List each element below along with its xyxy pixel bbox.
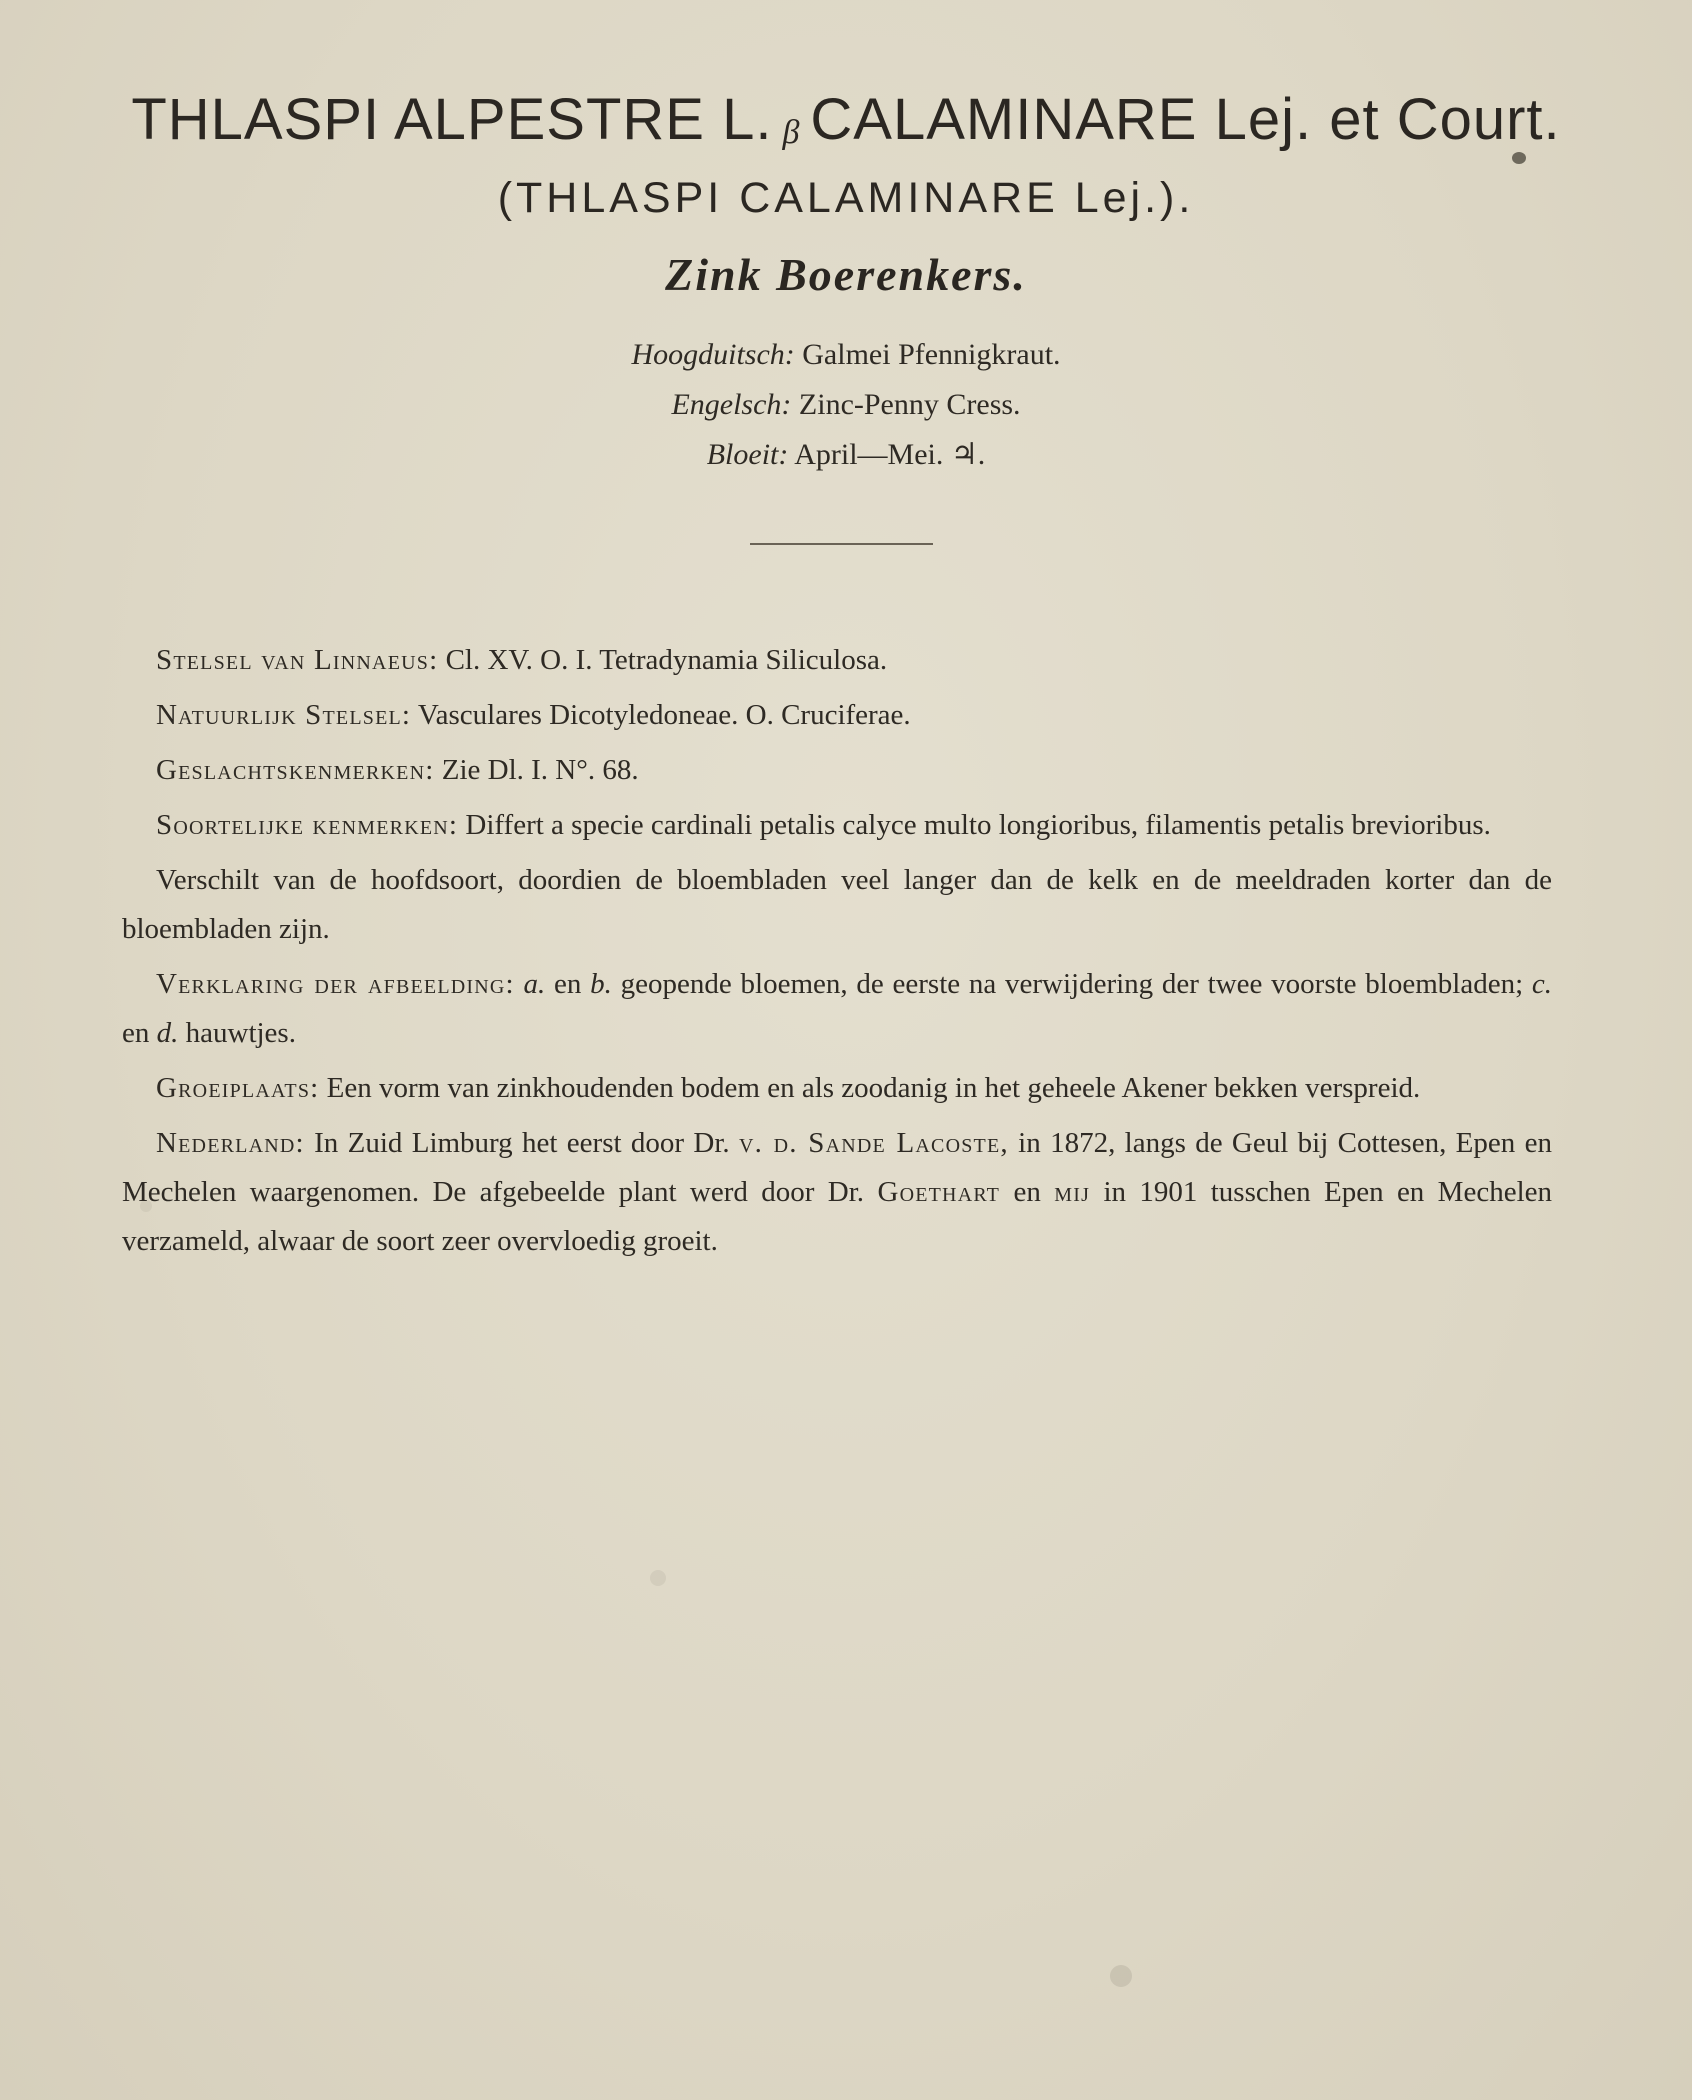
netherlands-label: Nederland:: [156, 1127, 305, 1159]
netherlands-text-3: en: [1013, 1176, 1041, 1208]
vernacular-names: [0, 330, 1692, 480]
paper-speck: [140, 1200, 152, 1212]
bloom-row: [0, 430, 1692, 480]
linnaeus-paragraph: [122, 636, 1552, 685]
species-text: Differt a specie cardinali petalis calyce multo longioribus, filamentis petalis brevioribus.: [465, 809, 1491, 841]
natural-system-paragraph: [122, 691, 1552, 740]
figure-conj-1: en: [554, 968, 582, 1000]
habitat-paragraph: [122, 1064, 1552, 1113]
natural-system-text: Vasculares Dicotyledoneae. O. Cruciferae.: [417, 699, 911, 731]
german-value: Galmei Pfennigkraut.: [802, 338, 1061, 371]
english-name-row: [0, 380, 1692, 430]
species-dutch-paragraph: [122, 856, 1552, 954]
figure-label: Verklaring der afbeelding:: [156, 968, 515, 1000]
divider-rule: [750, 543, 933, 545]
english-label: Engelsch:: [671, 388, 792, 421]
genus-paragraph: [122, 746, 1552, 795]
page-subtitle: (THLASPI CALAMINARE Lej.).: [497, 174, 1195, 222]
netherlands-name-goethart: Goethart: [877, 1176, 1001, 1208]
linnaeus-text: Cl. XV. O. I. Tetradynamia Siliculosa.: [445, 644, 888, 676]
species-dutch-text: Verschilt van de hoofdsoort, doordien de bloembladen veel langer dan de kelk en de meeldraden korter dan de bloembladen zijn.: [122, 864, 1552, 945]
figure-explanation-paragraph: [122, 960, 1552, 1058]
paper-speck: [650, 1570, 666, 1586]
natural-system-label: Natuurlijk Stelsel:: [156, 699, 412, 731]
bloom-label: Bloeit:: [706, 438, 789, 471]
species-label: Soortelijke kenmerken:: [156, 809, 459, 841]
description-body: [122, 636, 1552, 1272]
figure-letter-d: d.: [156, 1017, 179, 1049]
genus-text: Zie Dl. I. N°. 68.: [441, 754, 639, 786]
netherlands-text-4: in 1901 tusschen Epen en Mechelen verzameld, alwaar de soort zeer overvloedig groeit.: [122, 1176, 1553, 1257]
common-name: Zink Boerenkers.: [665, 249, 1027, 300]
german-name-row: [0, 330, 1692, 380]
habitat-text: Een vorm van zinkhoudenden bodem en als zoodanig in het geheele Akener bekken verspreid.: [326, 1072, 1421, 1104]
figure-letter-c: c.: [1531, 968, 1553, 1000]
figure-letter-a: a.: [523, 968, 546, 1000]
netherlands-name-lacoste: v. d. Sande Lacoste,: [738, 1127, 1009, 1159]
page-title: [0, 86, 1692, 153]
paper-speck: [1110, 1965, 1132, 1987]
netherlands-paragraph: [122, 1119, 1552, 1266]
title-genus-species: THLASPI ALPESTRE L.: [131, 87, 773, 152]
figure-letter-b: b.: [590, 968, 612, 1000]
figure-text-1: geopende bloemen, de eerste na verwijdering der twee voorste bloembladen;: [620, 968, 1524, 1000]
netherlands-text-1: In Zuid Limburg het eerst door Dr.: [314, 1127, 730, 1159]
figure-conj-2: en: [122, 1017, 150, 1049]
title-variety: CALAMINARE Lej. et Court.: [810, 87, 1561, 152]
linnaeus-label: Stelsel van Linnaeus:: [156, 644, 439, 676]
figure-text-2: hauwtjes.: [185, 1017, 296, 1049]
netherlands-text-2: in 1872, langs de Geul bij Cottesen, Epen en Mechelen waargenomen. De afgebeelde plant werd door Dr.: [122, 1127, 1552, 1208]
habitat-label: Groeiplaats:: [156, 1072, 320, 1104]
title-beta-symbol: β: [782, 114, 801, 151]
genus-label: Geslachtskenmerken:: [156, 754, 435, 786]
bloom-value: April—Mei. ♃.: [794, 438, 986, 471]
netherlands-name-mij: mij: [1054, 1176, 1091, 1208]
german-label: Hoogduitsch:: [631, 338, 795, 371]
species-paragraph: [122, 801, 1552, 850]
english-value: Zinc-Penny Cress.: [798, 388, 1021, 421]
ink-speck: [1512, 152, 1526, 164]
